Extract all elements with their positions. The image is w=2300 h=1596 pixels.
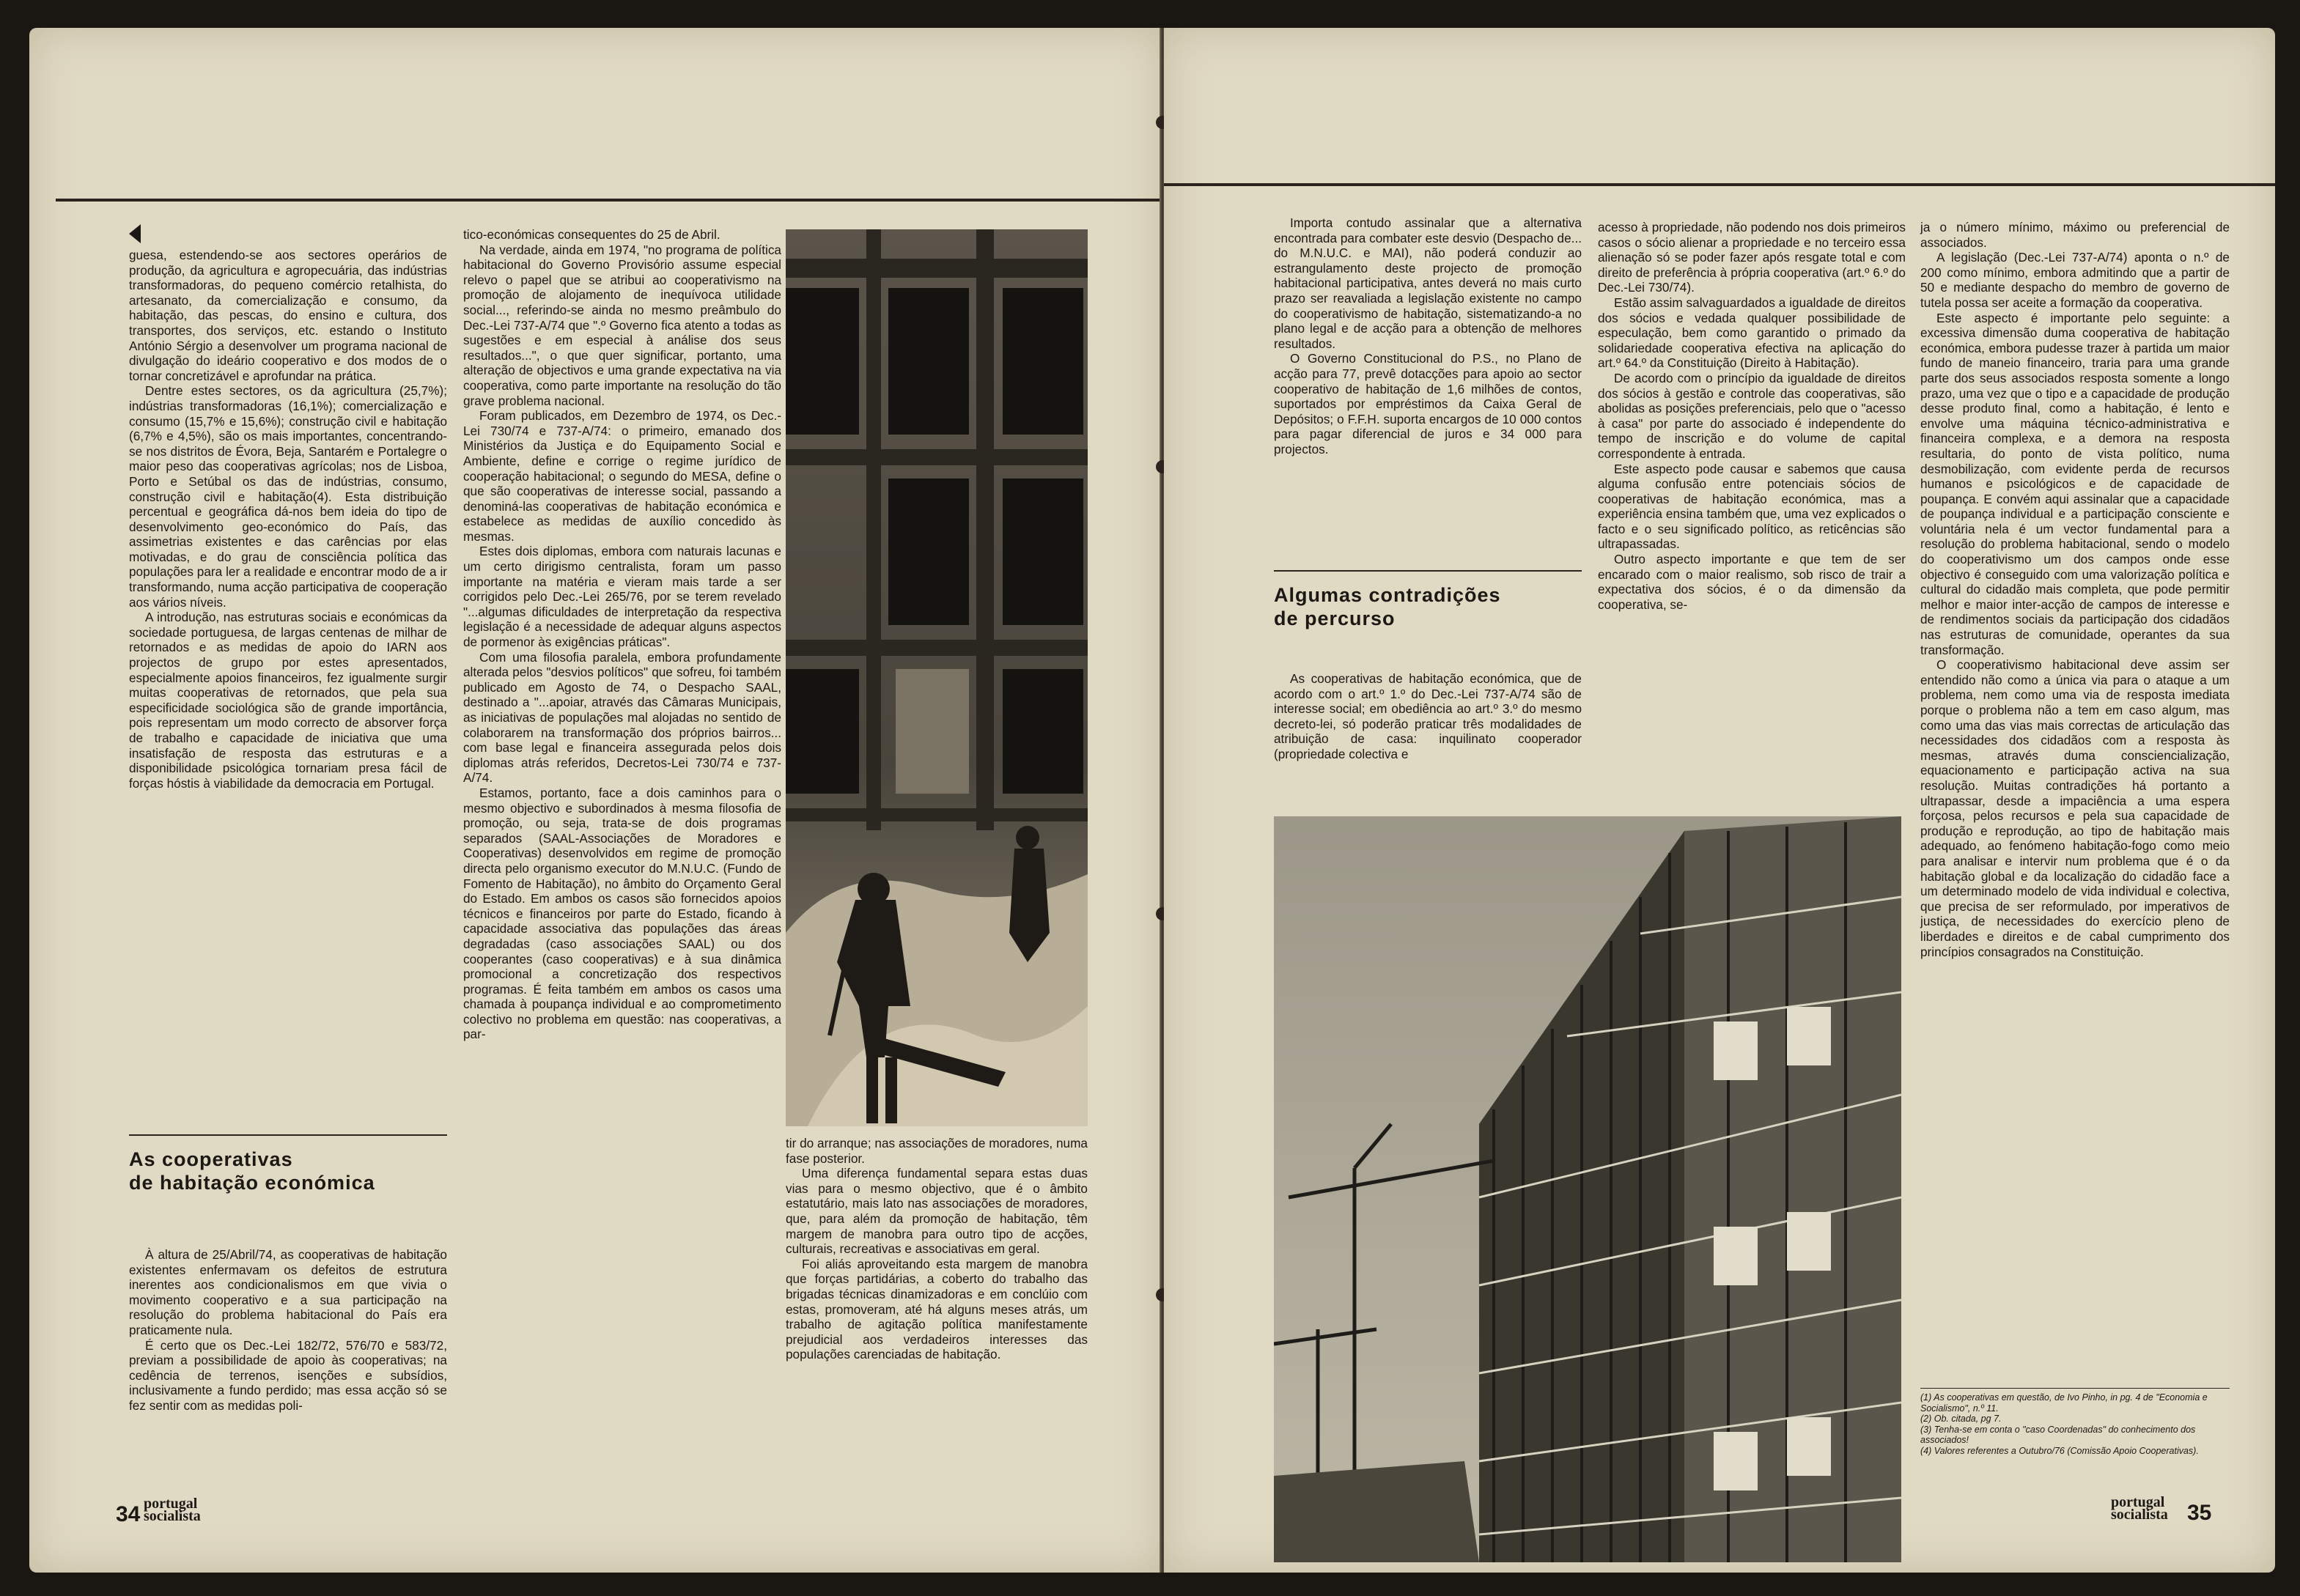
paragraph: tir do arranque; nas associações de moradores, numa fase posterior. — [786, 1136, 1088, 1166]
heading-line: Algumas contradições — [1274, 584, 1501, 606]
paragraph: Dentre estes sectores, os da agricultura (25,7%); indústrias transformadoras (16,1%); comercialização e consumo (15,7% e 15,6%); construção civil e habitação (6,7% e 4,5%), são os mais importantes, concentrando-se nos distritos de Évora, Beja, Santarém e Portalegre o maior peso das cooperativas agrícolas; nos de Lisboa, Porto e Setúbal os das de indústrias, consumo, construção civil e habitação(4). Esta distribuição percentual e geográfica dá-nos bem ideia do tipo de desenvolvimento geo-económico do País, das assimetrias existentes e das carências por elas motivadas, e do grau de consciência política das populações para ler a realidade e encontrar modo de a ir transformando, numa acção participativa de cooperação aos vários níveis. — [129, 383, 447, 610]
right-column-1 — [1274, 215, 1582, 457]
paragraph: O Governo Constitucional do P.S., no Plano de acção para 77, prevê dotacções para apoio ao sector cooperativo de habitação de 1,6 milhões de contos, suportados por empréstimos da Caixa Geral de Depósitos; o F.F.H. suporta encargos de 10 000 contos para pagar diferencial de juros e 34 000 para projectos. — [1274, 351, 1582, 457]
continuation-arrow-icon — [129, 224, 141, 243]
masthead-line: socialista — [2111, 1507, 2168, 1523]
masthead-logo — [2111, 1496, 2168, 1521]
footnote: (4) Valores referentes a Outubro/76 (Comissão Apoio Cooperativas). — [1920, 1445, 2199, 1456]
paragraph: Este aspecto pode causar e sabemos que causa alguma confusão entre potenciais sócios de cooperativas de habitação económica, mas a experiência ensina também que, uma vez explicados o facto e o seu significado político, as reticências são ultrapassadas. — [1598, 461, 1906, 552]
paragraph: Estes dois diplomas, embora com naturais lacunas e um certo dirigismo centralista, foram um passo importante na matéria e vieram mais tarde a ser corrigidos pelo Dec.-Lei 265/76, por se terem revelado "...algumas dificuldades de interpretação da respectiva legislação é a necessidade de adequar alguns aspectos de pormenor às exigências práticas". — [463, 544, 781, 650]
paragraph: acesso à propriedade, não podendo nos dois primeiros casos o sócio alienar a propriedade e no terceiro essa alienação só se poder fazer após resgate total e com direito de preferência à própria cooperativa (art.º 6.º do Dec.-Lei 730/74). — [1598, 220, 1906, 295]
masthead-logo — [144, 1498, 201, 1523]
heading-rule — [129, 1134, 447, 1136]
paragraph: A legislação (Dec.-Lei 737-A/74) aponta o n.º de 200 como mínimo, embora admitindo que a partir de 50 e mediante despacho do membro de governo de tutela possa ser aceite a formação da cooperativa. — [1920, 250, 2230, 310]
masthead-line: portugal — [2111, 1494, 2165, 1510]
page-number: 35 — [2187, 1501, 2212, 1525]
footnote: (2) Ob. citada, pg 7. — [1920, 1414, 2002, 1424]
paragraph: O cooperativismo habitacional deve assim ser entendido não como a única via para o ataque a um problema, nem como uma via de resposta imediata porque o problema não a tem em caso algum, mas como uma das vias mais correctas de articulação das necessidades dos cidadãos com a resposta às mesmas, através duma consciencialização, equacionamento e participação activa na sua resolução. Muitas contradições há portanto a ultrapassar, desde a impaciência a uma espera forçosa, pelos recursos e pela sua capacidade de produção e reprodução, ao tipo de habitação mais adequado, ao fenómeno habitação-fogo como meio para analisar e intervir num problema que é o da habitação global e da localização do cidadão face a um determinado modelo de vida individual e colectiva, que precisa de ser reformulado, por imperativos de justiça, de necessidades do exercício pleno de liberdades e direitos e de cabal cumprimento dos princípios consagrados na Constituição. — [1920, 657, 2230, 959]
left-column-1-lower — [129, 1247, 447, 1414]
footnote: (1) As cooperativas em questão, de Ivo Pinho, in pg. 4 de "Economia e Socialismo", n.º 11. — [1920, 1392, 2208, 1414]
paragraph: À altura de 25/Abril/74, as cooperativas de habitação existentes enfermavam os defeitos de estrutura inerentes aos condicionalismos em que vivia o movimento cooperativo e a sua participação na resolução do problema habitacional do País era praticamente nula. — [129, 1247, 447, 1337]
left-column-3 — [786, 1136, 1088, 1362]
paragraph: tico-económicas consequentes do 25 de Abril. — [463, 227, 720, 242]
top-rule — [56, 199, 1162, 202]
magazine-spread — [29, 28, 2275, 1573]
masthead-line: portugal — [144, 1496, 198, 1512]
heading-line: de percurso — [1274, 607, 1396, 629]
heading-line: As cooperativas — [129, 1148, 293, 1170]
paragraph: Uma diferença fundamental separa estas duas vias para o mesmo objectivo, que é o âmbito estatutário, mais lato nas associações de moradores, que, para além da promoção de habitação, têm margem de manobra para outro tipo de acções, culturais, recreativas e associativas em geral. — [786, 1166, 1088, 1257]
left-column-1 — [129, 248, 447, 791]
paragraph: Importa contudo assinalar que a alternativa encontrada para combater este desvio (Despacho de... do M.N.U.C. e MAI), não poderá conduzir ao estrangulamento deste projecto de promoção habitacional participativa, antes deverá no mais curto prazo ser reavaliada a legislação existente no campo do cooperativismo de habitação, sistematizando-a no plano legal e de acção para a obtenção de melhores resultados. — [1274, 215, 1582, 351]
paragraph: Na verdade, ainda em 1974, "no programa de política habitacional do Governo Provisório assume especial relevo o papel que se atribui ao cooperativismo na promoção de alojamento de inequívoca utilidade social..., referindo-se ainda no mesmo preâmbulo do Dec.-Lei 737-A/74 que ".º Governo fica atento a todas as sugestões e em especial à análise dos seus resultados...", o que quer significar, portanto, uma alteração de objectivos e uma grande expectativa na via cooperativa, como parte importante na resolução do tão grave problema nacional. — [463, 242, 781, 408]
heading-rule — [1274, 570, 1582, 572]
paragraph: Estão assim salvaguardados a igualdade de direitos dos sócios e vedada qualquer possibilidade de especulação, bem como garantido o primado da solidariedade cooperativa efectiva na aplicação do art.º 64.º da Constituição (Direito à Habitação). — [1598, 295, 1906, 371]
paragraph: Com uma filosofia paralela, embora profundamente alterada pelos "desvios políticos" que sofreu, foi também publicado em Agosto de 74, o Despacho SAAL, destinado a "...apoiar, através das Câmaras Municipais, as iniciativas de populações mal alojadas no sentido de colaborarem na transformação dos próprios bairros... com base legal e financeira assegurada pelos dois diplomas atrás referidos, Decretos-Lei 730/74 e 737-A/74. — [463, 649, 781, 786]
section-heading — [129, 1148, 447, 1194]
masthead-line: socialista — [144, 1508, 201, 1524]
top-rule — [1164, 183, 2275, 186]
right-column-2 — [1598, 220, 1906, 612]
building-scaffolding-photo — [1274, 816, 1901, 1562]
right-column-3 — [1920, 220, 2230, 959]
paragraph: Este aspecto é importante pelo seguinte: a excessiva dimensão duma cooperativa de habitação económica, embora pudesse trazer à partida um maior fundo de maneio financeiro, traria para uma grande parte dos seus associados resposta somente a longo prazo, uma vez que o tipo e a capacidade de produção desse produto final, como a habitação, é lento e envolve uma máquina técnico-administrativa e financeira complexa, e a demora na resposta resultaria, do ponto de vista político, numa desmobilização, com evidente perda de recursos humanos e psicológicos e de capacidade de poupança. E convém aqui assinalar que a capacidade de poupança individual e a participação consciente e voluntária nela é um vector fundamental para a resolução do problema habitacional, sendo o modelo do cooperativismo um dos campos onde esse objectivo é conseguido com uma valorização política e cultural do cidadão mais completa, que pode permitir melhor e maior inter-acção de campos de interesse e de rendimentos sociais da participação dos cidadãos nas estruturas de comunidade, operantes da sua transformação. — [1920, 310, 2230, 657]
paragraph: Foram publicados, em Dezembro de 1974, os Dec.-Lei 730/74 e 737-A/74: o primeiro, emanado dos Ministérios da Justiça e do Equipamento Social e Ambiente, define e corrige o regime jurídico de cooperação habitacional; o segundo do MESA, define o que são cooperativas de interesse social, passando a denominá-las cooperativas de habitação económica e estabelece as medidas de auxílio concedido às mesmas. — [463, 408, 781, 544]
right-column-1-lower — [1274, 671, 1582, 762]
construction-workers-photo — [786, 229, 1088, 1126]
footnote: (3) Tenha-se em conta o "caso Coordenadas" do conhecimento dos associados! — [1920, 1424, 2196, 1445]
footnote-rule — [1920, 1388, 2230, 1389]
paragraph: Outro aspecto importante e que tem de ser encarado com o maior realismo, sob risco de trair a expectativa dos sócios, é o da dimensão da cooperativa, se- — [1598, 552, 1906, 612]
footnotes — [1920, 1392, 2230, 1456]
section-heading — [1274, 583, 1582, 630]
paragraph: Foi aliás aproveitando esta margem de manobra que forças partidárias, a coberto do trabalho das brigadas técnicas dinamizadoras e em conclúio com estas, promoveram, até há alguns meses atrás, um trabalho de agitação política manifestamente prejudicial aos verdadeiros interesses das populações carenciadas de habitação. — [786, 1256, 1088, 1362]
paragraph: É certo que os Dec.-Lei 182/72, 576/70 e 583/72, previam a possibilidade de apoio às cooperativas; na cedência de terrenos, isenções e subsídios, inclusivamente a fundo perdido; mas essa acção só se fez sentir com as medidas poli- — [129, 1337, 447, 1413]
paragraph: A introdução, nas estruturas sociais e económicas da sociedade portuguesa, de largas centenas de milhar de retornados e as medidas de apoio do IARN aos projectos de grupo por estes apresentados, especialmente apoios financeiros, fez igualmente surgir muitas cooperativas de retornados, que pela sua especificidade sociológica são de grande importância, pois representam um modo correcto de absorver força de trabalho e capacidade de iniciativa que uma insatisfação de resposta das estruturas e a disponibilidade psicológica tornariam presa fácil de forças hóstis à viabilidade da democracia em Portugal. — [129, 610, 447, 791]
paragraph: ja o número mínimo, máximo ou preferencial de associados. — [1920, 220, 2230, 250]
heading-line: de habitação económica — [129, 1172, 375, 1194]
paragraph: Estamos, portanto, face a dois caminhos para o mesmo objectivo e subordinados à mesma filosofia de promoção, ou seja, trata-se de dois programas separados (SAAL-Associações de Moradores e Cooperativas) desenvolvidos em regime de promoção directa pelo organismo executor do M.N.U.C. (Fundo de Fomento de Habitação), no âmbito do Orçamento Geral do Estado. Em ambos os casos são fornecidos apoios técnicos e financeiros por parte do Estado, ficando à capacidade associativa das populações das áreas degradadas (caso associações SAAL) ou dos cooperantes (caso cooperativas) e à sua dinâmica promocional a concretização dos respectivos programas. É feita também em ambos os casos uma chamada à poupança individual e ao comprometimento colectivo no problema em questão: nas cooperativas, a par- — [463, 785, 781, 1042]
page-number: 34 — [116, 1502, 141, 1526]
paragraph: As cooperativas de habitação económica, que de acordo com o art.º 1.º do Dec.-Lei 737-A/74 são de interesse social; em obediência ao art.º 3.º do mesmo decreto-lei, só poderão praticar três modalidades de atribuição de casa: inquilinato cooperador (propriedade colectiva e — [1274, 671, 1582, 761]
paragraph: guesa, estendendo-se aos sectores operários de produção, da agricultura e agropecuária, das indústrias transformadoras, do pequeno comércio retalhista, do artesanato, da comercialização e consumo, da habitação, das pescas, do ensino e cultura, dos transportes, dos serviços, etc. estando o Instituto António Sérgio a desenvolver um programa nacional de divulgação do ideário cooperativo e dos modos de o tornar concretizável e aprofundar na prática. — [129, 248, 447, 383]
left-column-2 — [463, 227, 781, 1042]
paragraph: De acordo com o princípio da igualdade de direitos dos sócios à gestão e controle das cooperativas, são abolidas as posições preferenciais, pelo que o "acesso à casa" por parte do associado é independente do tempo de inscrição e do volume de capital correspondente à entrada. — [1598, 370, 1906, 461]
left-page — [29, 28, 1162, 1573]
right-page — [1164, 28, 2275, 1573]
